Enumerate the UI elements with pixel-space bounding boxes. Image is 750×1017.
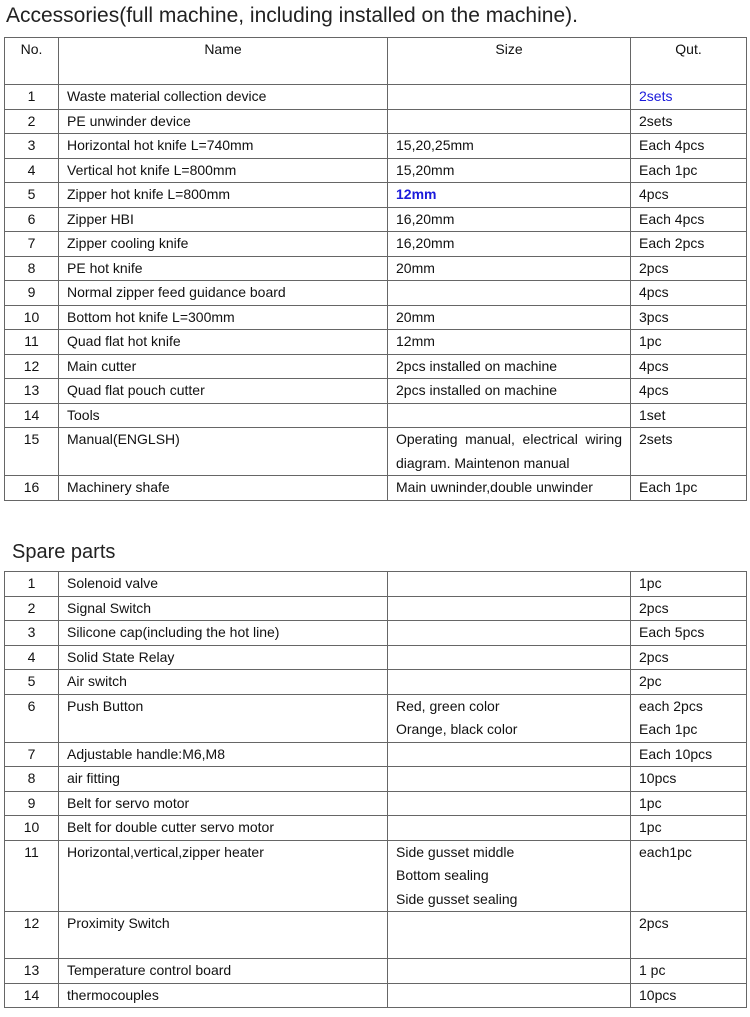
row-name: Belt for double cutter servo motor bbox=[59, 816, 388, 841]
row-qty: 1pc bbox=[631, 791, 747, 816]
spare-parts-table bbox=[4, 571, 747, 1008]
row-qty: Each 4pcs bbox=[631, 207, 747, 232]
row-qty: 1pc bbox=[631, 330, 747, 355]
table-row bbox=[5, 840, 747, 912]
row-name: thermocouples bbox=[59, 983, 388, 1008]
row-name: PE hot knife bbox=[59, 256, 388, 281]
row-no: 7 bbox=[5, 232, 59, 257]
table-row bbox=[5, 912, 747, 959]
table-row bbox=[5, 354, 747, 379]
header-size: Size bbox=[388, 38, 631, 85]
row-no: 5 bbox=[5, 670, 59, 695]
row-qty: Each 1pc bbox=[631, 158, 747, 183]
row-qty: Each 1pc bbox=[631, 476, 747, 501]
row-size bbox=[388, 767, 631, 792]
row-size bbox=[388, 109, 631, 134]
header-name: Name bbox=[59, 38, 388, 85]
row-size: Red, green color Orange, black color bbox=[388, 694, 631, 742]
row-qty: 2pcs bbox=[631, 645, 747, 670]
row-qty: 2sets bbox=[631, 85, 747, 110]
table-row bbox=[5, 983, 747, 1008]
row-size bbox=[388, 670, 631, 695]
table-row bbox=[5, 232, 747, 257]
table-row bbox=[5, 959, 747, 984]
table-row bbox=[5, 791, 747, 816]
row-size bbox=[388, 85, 631, 110]
table-row bbox=[5, 330, 747, 355]
row-size: 12mm bbox=[388, 330, 631, 355]
accessories-table bbox=[4, 37, 747, 501]
row-qty: 2pcs bbox=[631, 596, 747, 621]
row-name: Zipper hot knife L=800mm bbox=[59, 183, 388, 208]
row-name: Zipper cooling knife bbox=[59, 232, 388, 257]
row-no: 4 bbox=[5, 158, 59, 183]
row-no: 11 bbox=[5, 840, 59, 912]
header-row bbox=[5, 38, 747, 85]
row-name: Main cutter bbox=[59, 354, 388, 379]
row-no: 13 bbox=[5, 959, 59, 984]
table-row bbox=[5, 645, 747, 670]
row-size: 20mm bbox=[388, 305, 631, 330]
row-qty: 1 pc bbox=[631, 959, 747, 984]
row-qty: 1pc bbox=[631, 816, 747, 841]
table-row bbox=[5, 476, 747, 501]
row-name: Push Button bbox=[59, 694, 388, 742]
row-qty: 3pcs bbox=[631, 305, 747, 330]
table-row bbox=[5, 85, 747, 110]
header-qty: Qut. bbox=[631, 38, 747, 85]
row-name: Silicone cap(including the hot line) bbox=[59, 621, 388, 646]
row-name: Machinery shafe bbox=[59, 476, 388, 501]
row-name: PE unwinder device bbox=[59, 109, 388, 134]
spare-parts-title: Spare parts bbox=[12, 541, 116, 563]
row-name: Normal zipper feed guidance board bbox=[59, 281, 388, 306]
row-size: 16,20mm bbox=[388, 207, 631, 232]
row-size: Operating manual, electrical wiring diagram. Maintenon manual bbox=[388, 428, 631, 476]
row-name: Solid State Relay bbox=[59, 645, 388, 670]
row-size bbox=[388, 791, 631, 816]
row-qty: 2sets bbox=[631, 109, 747, 134]
table-row bbox=[5, 109, 747, 134]
row-name: Manual(ENGLSH) bbox=[59, 428, 388, 476]
table-row bbox=[5, 816, 747, 841]
row-no: 7 bbox=[5, 742, 59, 767]
accessories-title: Accessories(full machine, including installed on the machine). bbox=[6, 4, 578, 27]
table-row bbox=[5, 572, 747, 597]
row-size: 20mm bbox=[388, 256, 631, 281]
row-no: 9 bbox=[5, 281, 59, 306]
header-no: No. bbox=[5, 38, 59, 85]
row-qty: 4pcs bbox=[631, 354, 747, 379]
row-name: Belt for servo motor bbox=[59, 791, 388, 816]
row-no: 3 bbox=[5, 621, 59, 646]
row-qty: 1pc bbox=[631, 572, 747, 597]
row-no: 3 bbox=[5, 134, 59, 159]
row-qty: 2pcs bbox=[631, 256, 747, 281]
row-no: 15 bbox=[5, 428, 59, 476]
row-no: 8 bbox=[5, 256, 59, 281]
table-row bbox=[5, 621, 747, 646]
row-no: 10 bbox=[5, 816, 59, 841]
row-qty: 2pcs bbox=[631, 912, 747, 959]
row-no: 2 bbox=[5, 109, 59, 134]
table-row bbox=[5, 428, 747, 476]
row-size: Main uwninder,double unwinder bbox=[388, 476, 631, 501]
row-no: 4 bbox=[5, 645, 59, 670]
row-qty: 10pcs bbox=[631, 767, 747, 792]
row-no: 13 bbox=[5, 379, 59, 404]
row-size bbox=[388, 596, 631, 621]
row-size bbox=[388, 572, 631, 597]
row-no: 8 bbox=[5, 767, 59, 792]
table-row bbox=[5, 596, 747, 621]
row-name: air fitting bbox=[59, 767, 388, 792]
row-name: Quad flat pouch cutter bbox=[59, 379, 388, 404]
row-qty: 1set bbox=[631, 403, 747, 428]
row-size: 15,20mm bbox=[388, 158, 631, 183]
row-qty: 2pc bbox=[631, 670, 747, 695]
row-no: 12 bbox=[5, 912, 59, 959]
table-row bbox=[5, 183, 747, 208]
row-name: Tools bbox=[59, 403, 388, 428]
row-no: 5 bbox=[5, 183, 59, 208]
row-name: Horizontal,vertical,zipper heater bbox=[59, 840, 388, 912]
row-qty: Each 10pcs bbox=[631, 742, 747, 767]
row-qty: 2sets bbox=[631, 428, 747, 476]
table-row bbox=[5, 694, 747, 742]
row-name: Air switch bbox=[59, 670, 388, 695]
row-name: Waste material collection device bbox=[59, 85, 388, 110]
row-size bbox=[388, 816, 631, 841]
row-no: 9 bbox=[5, 791, 59, 816]
table-row bbox=[5, 256, 747, 281]
row-no: 2 bbox=[5, 596, 59, 621]
table-row bbox=[5, 379, 747, 404]
row-size bbox=[388, 912, 631, 959]
table-row bbox=[5, 281, 747, 306]
row-size: 2pcs installed on machine bbox=[388, 379, 631, 404]
row-no: 6 bbox=[5, 207, 59, 232]
row-no: 16 bbox=[5, 476, 59, 501]
row-size bbox=[388, 742, 631, 767]
row-qty: Each 5pcs bbox=[631, 621, 747, 646]
row-name: Zipper HBI bbox=[59, 207, 388, 232]
row-no: 1 bbox=[5, 572, 59, 597]
row-size bbox=[388, 281, 631, 306]
row-name: Adjustable handle:M6,M8 bbox=[59, 742, 388, 767]
table-row bbox=[5, 134, 747, 159]
table-row bbox=[5, 670, 747, 695]
row-no: 1 bbox=[5, 85, 59, 110]
row-size: 2pcs installed on machine bbox=[388, 354, 631, 379]
row-size bbox=[388, 959, 631, 984]
row-name: Quad flat hot knife bbox=[59, 330, 388, 355]
row-size: Side gusset middle Bottom sealing Side gusset sealing bbox=[388, 840, 631, 912]
row-no: 6 bbox=[5, 694, 59, 742]
row-no: 10 bbox=[5, 305, 59, 330]
row-size bbox=[388, 983, 631, 1008]
row-name: Temperature control board bbox=[59, 959, 388, 984]
row-size: 12mm bbox=[388, 183, 631, 208]
table-row bbox=[5, 207, 747, 232]
row-qty: 4pcs bbox=[631, 183, 747, 208]
row-qty: Each 4pcs bbox=[631, 134, 747, 159]
row-qty: 10pcs bbox=[631, 983, 747, 1008]
table-row bbox=[5, 403, 747, 428]
row-qty: each 2pcs Each 1pc bbox=[631, 694, 747, 742]
row-qty: 4pcs bbox=[631, 281, 747, 306]
table-row bbox=[5, 767, 747, 792]
row-size bbox=[388, 645, 631, 670]
row-qty: Each 2pcs bbox=[631, 232, 747, 257]
table-row bbox=[5, 305, 747, 330]
row-qty: each1pc bbox=[631, 840, 747, 912]
table-row bbox=[5, 158, 747, 183]
row-no: 11 bbox=[5, 330, 59, 355]
row-name: Vertical hot knife L=800mm bbox=[59, 158, 388, 183]
row-no: 12 bbox=[5, 354, 59, 379]
row-no: 14 bbox=[5, 983, 59, 1008]
row-name: Bottom hot knife L=300mm bbox=[59, 305, 388, 330]
row-size bbox=[388, 403, 631, 428]
row-name: Signal Switch bbox=[59, 596, 388, 621]
row-qty: 4pcs bbox=[631, 379, 747, 404]
row-name: Horizontal hot knife L=740mm bbox=[59, 134, 388, 159]
row-size bbox=[388, 621, 631, 646]
row-name: Proximity Switch bbox=[59, 912, 388, 959]
row-no: 14 bbox=[5, 403, 59, 428]
row-size: 15,20,25mm bbox=[388, 134, 631, 159]
row-name: Solenoid valve bbox=[59, 572, 388, 597]
row-size: 16,20mm bbox=[388, 232, 631, 257]
table-row bbox=[5, 742, 747, 767]
